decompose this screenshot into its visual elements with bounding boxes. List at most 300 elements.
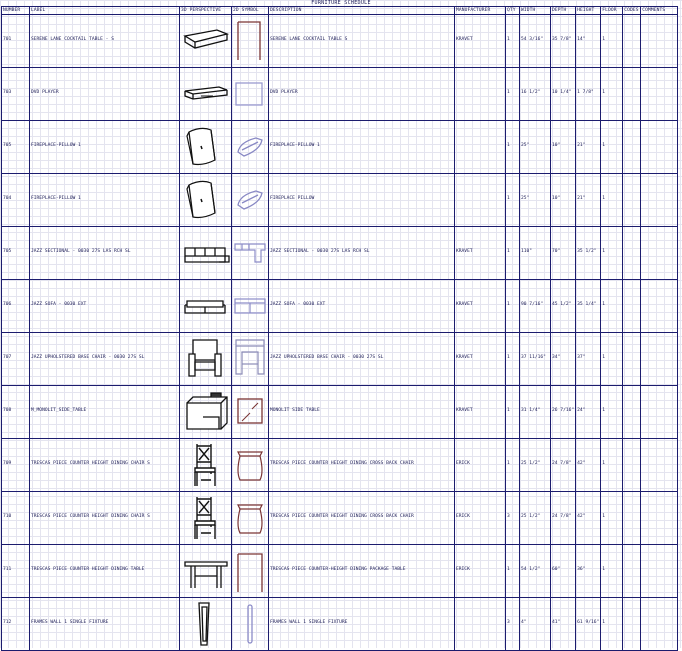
cell-label [30, 227, 180, 280]
cell-floor-text: 1 [602, 407, 606, 413]
furniture-schedule-table [1, 6, 678, 651]
dining-table-plan-icon [232, 546, 268, 596]
cell-depth [551, 439, 576, 492]
cell-description-text: FRAMES WALL 1 SINGLE FIXTURE [270, 619, 348, 625]
cell-qty [506, 227, 520, 280]
cell-floor [601, 492, 623, 545]
cell-manufacturer-text: KRAVET [456, 36, 473, 42]
cell-description-text: JAZZ SECTIONAL - 0030 27S LAS RCH SL [270, 248, 370, 254]
cell-description [269, 227, 455, 280]
cell-width-text: 16 1/2" [521, 89, 541, 95]
side-table-3d-icon [181, 387, 231, 437]
cell-width-text: 90 7/16" [521, 301, 544, 307]
cell-number-text: 709 [3, 460, 12, 466]
cell-codes [623, 545, 641, 598]
cell-height-text: 21" [577, 142, 586, 148]
cell-qty [506, 439, 520, 492]
cell-height-text: 21" [577, 195, 586, 201]
armchair-3d-icon [181, 334, 231, 384]
table-row[interactable] [2, 545, 678, 598]
cell-depth [551, 598, 576, 651]
cell-qty-text: 1 [507, 407, 510, 413]
table-row[interactable] [2, 386, 678, 439]
pillow-plan-icon [232, 122, 268, 172]
cell-width [520, 386, 551, 439]
cell-description [269, 545, 455, 598]
cell-label [30, 386, 180, 439]
cell-manufacturer [455, 386, 506, 439]
table-row[interactable] [2, 15, 678, 68]
cell-number [2, 545, 30, 598]
cell-depth-text: 60" [552, 566, 561, 572]
col-header-number[interactable]: NUMBER [2, 7, 30, 15]
cell-number-text: 712 [3, 619, 12, 625]
cell-width-text: 54 3/16" [521, 36, 544, 42]
cell-height [576, 492, 601, 545]
cell-number [2, 598, 30, 651]
cell-depth [551, 121, 576, 174]
cell-qty-text: 1 [507, 566, 510, 572]
cell-height-text: 24" [577, 407, 586, 413]
col-header-2d-symbol[interactable]: 2D SYMBOL [232, 7, 269, 15]
cell-floor [601, 15, 623, 68]
pillow-3d-icon [181, 122, 231, 172]
dining-chair-3d-icon [181, 493, 231, 543]
cell-number [2, 174, 30, 227]
cell-floor-text: 1 [602, 142, 606, 148]
cell-description [269, 280, 455, 333]
cell-manufacturer-text: KRAVET [456, 354, 473, 360]
cell-manufacturer [455, 598, 506, 651]
table-row[interactable] [2, 492, 678, 545]
cell-depth-text: 10 1/4" [552, 89, 572, 95]
cell-label-text: JAZZ SOFA - 0030 EXT [31, 301, 87, 307]
cell-3d-perspective [180, 598, 232, 651]
cell-number [2, 439, 30, 492]
cell-number [2, 121, 30, 174]
col-header-qty[interactable]: QTY [506, 7, 520, 15]
cell-label-text: FRAMES WALL 1 SINGLE FIXTURE [31, 619, 109, 625]
cell-label [30, 68, 180, 121]
cell-floor [601, 333, 623, 386]
cell-floor [601, 68, 623, 121]
cell-manufacturer-text: ERICK [456, 460, 470, 466]
cell-floor-text: 1 [602, 36, 606, 42]
cell-2d-symbol [232, 227, 269, 280]
cell-depth-text: 10" [552, 142, 561, 148]
cell-label-text: FIREPLACE-PILLOW 1 [31, 195, 81, 201]
col-header-manufacturer[interactable]: MANUFACTURER [455, 7, 506, 15]
cell-width [520, 545, 551, 598]
table-row[interactable] [2, 227, 678, 280]
cell-3d-perspective [180, 439, 232, 492]
cell-number [2, 386, 30, 439]
cell-floor-text: 1 [602, 460, 606, 466]
cell-manufacturer [455, 174, 506, 227]
cell-width [520, 439, 551, 492]
cell-codes [623, 492, 641, 545]
cell-number [2, 227, 30, 280]
cell-qty-text: 1 [507, 301, 510, 307]
cell-number-text: 710 [3, 513, 12, 519]
cell-depth [551, 15, 576, 68]
cell-depth [551, 174, 576, 227]
cell-number [2, 280, 30, 333]
cell-description-text: TRESCAS PIECE COUNTER HEIGHT DINING CROSS BACK CHAIR [270, 460, 414, 466]
col-header-floor[interactable]: FLOOR [601, 7, 623, 15]
cell-codes [623, 227, 641, 280]
cell-width [520, 492, 551, 545]
cell-manufacturer-text: ERICK [456, 513, 470, 519]
side-table-plan-icon [232, 387, 268, 437]
cell-number-text: 701 [3, 36, 12, 42]
cell-3d-perspective [180, 333, 232, 386]
cell-height-text: 14" [577, 36, 586, 42]
dining-chair-plan-icon [232, 440, 268, 490]
cell-qty [506, 545, 520, 598]
cell-floor-text: 1 [602, 354, 606, 360]
cell-depth-text: 41" [552, 619, 561, 625]
cell-height-text: 61 9/16" [577, 619, 600, 625]
cell-width [520, 68, 551, 121]
cell-label [30, 598, 180, 651]
cell-width-text: 25" [521, 195, 530, 201]
cell-width-text: 25 1/2" [521, 460, 541, 466]
cell-width [520, 174, 551, 227]
table-row[interactable] [2, 174, 678, 227]
cell-2d-symbol [232, 598, 269, 651]
wall-frame-3d-icon [181, 599, 231, 649]
cell-height-text: 1 7/8" [577, 89, 594, 95]
cell-height [576, 598, 601, 651]
cell-depth [551, 333, 576, 386]
col-header-codes[interactable]: CODES [623, 7, 641, 15]
cell-height [576, 333, 601, 386]
cell-codes [623, 15, 641, 68]
cell-number-text: 706 [3, 301, 12, 307]
sectional-sofa-3d-icon [181, 228, 231, 278]
table-row[interactable] [2, 68, 678, 121]
cell-qty-text: 3 [507, 619, 510, 625]
cell-2d-symbol [232, 439, 269, 492]
cell-2d-symbol [232, 15, 269, 68]
cell-comments [641, 598, 678, 651]
cell-manufacturer [455, 15, 506, 68]
cell-codes [623, 174, 641, 227]
cell-label [30, 15, 180, 68]
cell-description [269, 492, 455, 545]
cell-height [576, 68, 601, 121]
cell-comments [641, 227, 678, 280]
cell-qty-text: 1 [507, 460, 510, 466]
table-row[interactable] [2, 598, 678, 651]
cell-manufacturer [455, 121, 506, 174]
cell-floor [601, 121, 623, 174]
cell-height [576, 439, 601, 492]
cell-floor [601, 439, 623, 492]
pillow-3d-icon [181, 175, 231, 225]
cell-description [269, 386, 455, 439]
cell-height [576, 280, 601, 333]
cell-description [269, 68, 455, 121]
cell-depth [551, 545, 576, 598]
cell-depth [551, 280, 576, 333]
cell-floor-text: 1 [602, 566, 606, 572]
cell-floor-text: 1 [602, 248, 606, 254]
cell-label-text: TRESCAS PIECE COUNTER HEIGHT DINING TABLE [31, 566, 145, 572]
cell-qty [506, 492, 520, 545]
cell-label [30, 333, 180, 386]
cell-floor [601, 545, 623, 598]
cell-description-text: MONOLIT SIDE TABLE [270, 407, 320, 413]
cell-3d-perspective [180, 545, 232, 598]
cell-label [30, 174, 180, 227]
cell-depth [551, 227, 576, 280]
cell-width [520, 227, 551, 280]
col-header-height[interactable]: HEIGHT [576, 7, 601, 15]
cell-manufacturer-text: ERICK [456, 566, 470, 572]
cell-description [269, 174, 455, 227]
cell-height-text: 35 1/2" [577, 248, 597, 254]
cell-number-text: 705 [3, 142, 12, 148]
schedule-title: FURNITURE SCHEDULE [311, 0, 371, 6]
cell-depth-text: 24 7/8" [552, 513, 572, 519]
cell-height-text: 35 1/4" [577, 301, 597, 307]
cell-number [2, 492, 30, 545]
cell-qty [506, 121, 520, 174]
cell-label [30, 545, 180, 598]
cell-codes [623, 121, 641, 174]
cell-2d-symbol [232, 386, 269, 439]
cell-height-text: 37" [577, 354, 586, 360]
cell-qty-text: 1 [507, 195, 510, 201]
cell-3d-perspective [180, 280, 232, 333]
cell-depth [551, 386, 576, 439]
cell-label [30, 439, 180, 492]
cell-2d-symbol [232, 280, 269, 333]
col-header-width[interactable]: WIDTH [520, 7, 551, 15]
cell-description [269, 333, 455, 386]
cell-manufacturer [455, 333, 506, 386]
cell-floor [601, 386, 623, 439]
cell-qty-text: 1 [507, 248, 510, 254]
cell-depth [551, 68, 576, 121]
cell-description [269, 15, 455, 68]
dvd-player-plan-icon [232, 69, 268, 119]
cell-width [520, 333, 551, 386]
cell-qty [506, 280, 520, 333]
header-row [2, 7, 678, 15]
cell-label-text: JAZZ UPHOLSTERED BASE CHAIR - 0030 27S SL [31, 354, 145, 360]
cell-description-text: FIREPLACE PILLOW [270, 195, 315, 201]
cell-width-text: 31 1/4" [521, 407, 541, 413]
table-row[interactable] [2, 439, 678, 492]
cell-comments [641, 439, 678, 492]
cell-depth-text: 10" [552, 195, 561, 201]
cell-qty-text: 3 [507, 513, 510, 519]
cell-description-text: SERENE LANE COCKTAIL TABLE S [270, 36, 348, 42]
cell-3d-perspective [180, 68, 232, 121]
cell-3d-perspective [180, 174, 232, 227]
cell-comments [641, 386, 678, 439]
cell-manufacturer [455, 280, 506, 333]
cell-codes [623, 598, 641, 651]
cell-2d-symbol [232, 333, 269, 386]
cell-manufacturer-text: KRAVET [456, 248, 473, 254]
cell-label-text: M_MONOLIT_SIDE_TABLE [31, 407, 87, 413]
cell-codes [623, 68, 641, 121]
cell-width-text: 54 1/2" [521, 566, 541, 572]
cell-qty [506, 598, 520, 651]
cell-number-text: 704 [3, 195, 12, 201]
cell-3d-perspective [180, 121, 232, 174]
cell-3d-perspective [180, 15, 232, 68]
cell-number [2, 333, 30, 386]
cell-label-text: JAZZ SECTIONAL - 0030 27S LAS RCH SL [31, 248, 131, 254]
cell-floor-text: 1 [602, 89, 606, 95]
col-header-label[interactable]: LABEL [30, 7, 180, 15]
cell-comments [641, 174, 678, 227]
cell-manufacturer [455, 68, 506, 121]
cell-description [269, 121, 455, 174]
cell-floor [601, 174, 623, 227]
cell-floor [601, 598, 623, 651]
cell-depth-text: 35 7/8" [552, 36, 572, 42]
cell-description-text: JAZZ SOFA - 0030 EXT [270, 301, 326, 307]
cell-label-text: SERENE LANE COCKTAIL TABLE - S [31, 36, 114, 42]
cell-description-text: TRESCAS PIECE COUNTER-HEIGHT DINING PACKAGE TABLE [270, 566, 406, 572]
cocktail-table-3d-icon [181, 16, 231, 66]
cell-qty [506, 386, 520, 439]
cell-height-text: 42" [577, 460, 586, 466]
cell-manufacturer [455, 545, 506, 598]
cell-width [520, 15, 551, 68]
cell-manufacturer [455, 227, 506, 280]
cell-height [576, 545, 601, 598]
cell-label-text: FIREPLACE-PILLOW 1 [31, 142, 81, 148]
cell-height [576, 227, 601, 280]
cell-description [269, 598, 455, 651]
cell-height [576, 121, 601, 174]
cell-label-text: DVD PLAYER [31, 89, 59, 95]
cell-2d-symbol [232, 545, 269, 598]
cell-description-text: DVD PLAYER [270, 89, 298, 95]
dining-chair-plan-icon [232, 493, 268, 543]
cell-2d-symbol [232, 68, 269, 121]
cell-width [520, 598, 551, 651]
sofa-3d-icon [181, 281, 231, 331]
cell-number-text: 705 [3, 248, 12, 254]
cell-height [576, 174, 601, 227]
cell-description [269, 439, 455, 492]
cell-height [576, 15, 601, 68]
cell-number-text: 707 [3, 354, 12, 360]
table-row[interactable] [2, 333, 678, 386]
cell-width-text: 110" [521, 248, 533, 254]
cell-width-text: 25 1/2" [521, 513, 541, 519]
cell-manufacturer-text: KRAVET [456, 407, 473, 413]
cell-comments [641, 280, 678, 333]
cell-3d-perspective [180, 386, 232, 439]
cell-number-text: 711 [3, 566, 12, 572]
col-header-comments[interactable]: COMMENTS [641, 7, 678, 15]
cell-width [520, 280, 551, 333]
cell-comments [641, 545, 678, 598]
cell-floor [601, 227, 623, 280]
cell-qty-text: 1 [507, 36, 510, 42]
sectional-sofa-plan-icon [232, 228, 268, 278]
cell-qty-text: 1 [507, 142, 510, 148]
cell-depth-text: 26 7/16" [552, 407, 575, 413]
cell-manufacturer [455, 492, 506, 545]
cell-2d-symbol [232, 121, 269, 174]
cell-number [2, 68, 30, 121]
col-header-description[interactable]: DESCRIPTION [269, 7, 455, 15]
cell-label-text: TRESCAS PIECE COUNTER HEIGHT DINING CHAIR S [31, 460, 150, 466]
cell-qty [506, 68, 520, 121]
cell-width-text: 25" [521, 142, 530, 148]
cell-qty-text: 1 [507, 354, 510, 360]
cell-depth-text: 45 1/2" [552, 301, 572, 307]
cell-3d-perspective [180, 227, 232, 280]
cell-comments [641, 121, 678, 174]
cell-width-text: 37 11/16" [521, 354, 546, 360]
cell-floor [601, 280, 623, 333]
cell-description-text: JAZZ UPHOLSTERED BASE CHAIR - 0030 27S SL [270, 354, 384, 360]
cell-width-text: 4" [521, 619, 527, 625]
cell-comments [641, 15, 678, 68]
col-header-3d-perspective[interactable]: 3D PERSPECTIVE [180, 7, 232, 15]
cell-description-text: TRESCAS PIECE COUNTER HEIGHT DINING CROSS BACK CHAIR [270, 513, 414, 519]
wall-frame-plan-icon [232, 599, 268, 649]
cell-qty [506, 333, 520, 386]
cell-height-text: 36" [577, 566, 586, 572]
cell-qty [506, 15, 520, 68]
table-row[interactable] [2, 121, 678, 174]
cell-depth-text: 24 7/8" [552, 460, 572, 466]
sofa-plan-icon [232, 281, 268, 331]
dining-table-3d-icon [181, 546, 231, 596]
cell-floor-text: 1 [602, 513, 606, 519]
cell-number-text: 703 [3, 89, 12, 95]
cell-depth-text: 70" [552, 248, 561, 254]
cell-codes [623, 386, 641, 439]
cell-qty [506, 174, 520, 227]
cell-number-text: 708 [3, 407, 12, 413]
table-row[interactable] [2, 280, 678, 333]
cell-height [576, 386, 601, 439]
cell-label [30, 492, 180, 545]
dining-chair-3d-icon [181, 440, 231, 490]
cell-label [30, 121, 180, 174]
cell-codes [623, 280, 641, 333]
cell-depth-text: 34" [552, 354, 561, 360]
cell-floor-text: 1 [602, 195, 606, 201]
cell-qty-text: 1 [507, 89, 510, 95]
armchair-plan-icon [232, 334, 268, 384]
cell-height-text: 42" [577, 513, 586, 519]
cell-manufacturer [455, 439, 506, 492]
col-header-depth[interactable]: DEPTH [551, 7, 576, 15]
cell-label [30, 280, 180, 333]
cell-description-text: FIREPLACE-PILLOW 1 [270, 142, 320, 148]
cell-depth [551, 492, 576, 545]
dvd-player-3d-icon [181, 69, 231, 119]
cell-2d-symbol [232, 174, 269, 227]
cell-codes [623, 439, 641, 492]
cell-comments [641, 333, 678, 386]
cell-floor-text: 1 [602, 301, 606, 307]
